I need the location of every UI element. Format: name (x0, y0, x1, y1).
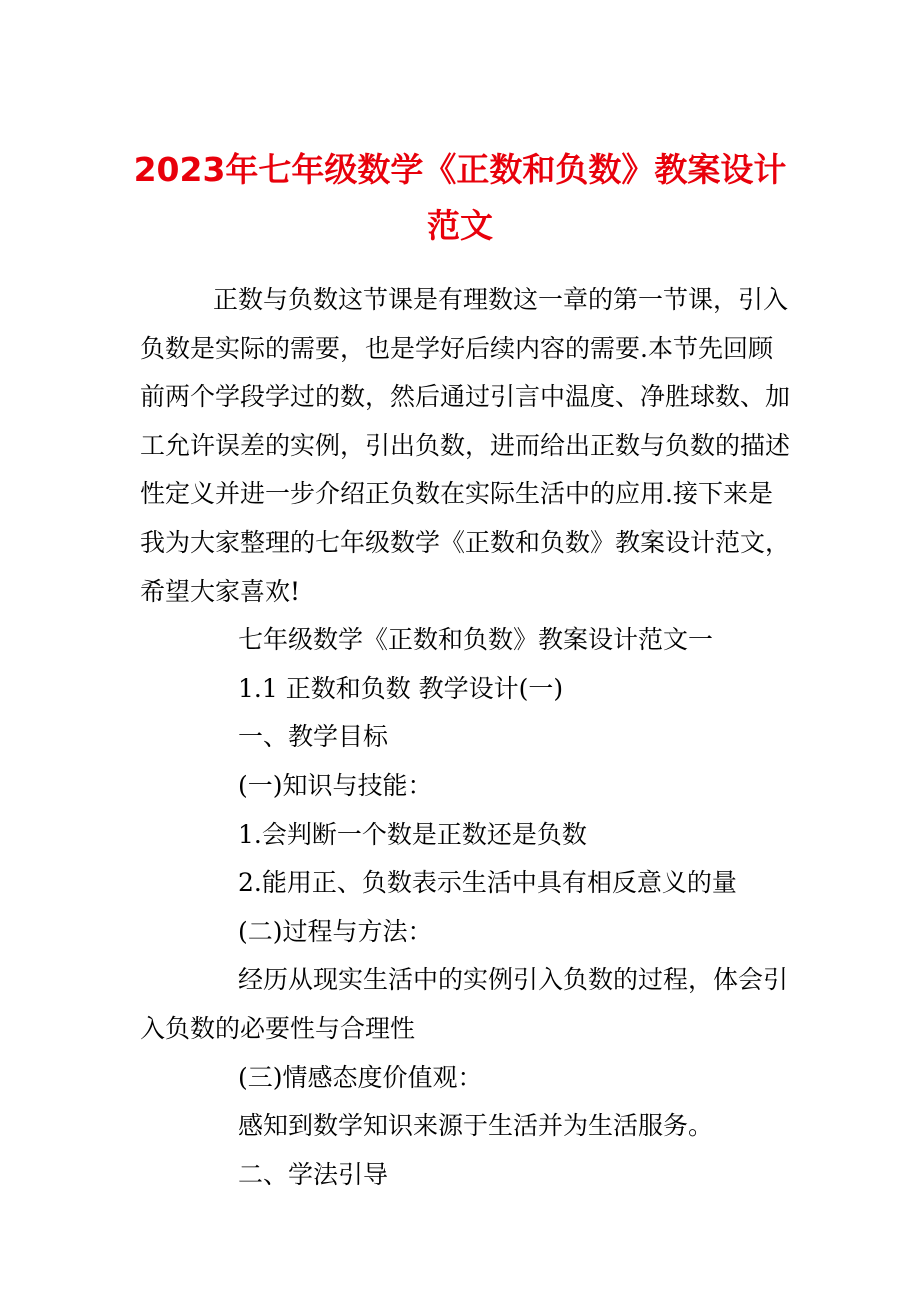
text-line: 我为大家整理的七年级数学《正数和负数》教案设计范文， (140, 527, 791, 557)
text-line: 正数与负数这节课是有理数这一章的第一节课，引入 (213, 285, 789, 314)
text-line: 二、学法引导 (238, 1159, 389, 1189)
text-line: 经历从现实生活中的实例引入负数的过程，体会引 (238, 965, 789, 995)
text-line: 希望大家喜欢! (140, 576, 301, 606)
text-line: (三)情感态度价值观： (238, 1062, 483, 1092)
text-line: 1.1 正数和负数 教学设计(一) (238, 673, 564, 703)
text-line: 入负数的必要性与合理性 (140, 1013, 416, 1043)
text-line: 负数是实际的需要，也是学好后续内容的需要.本节先回顾 (140, 333, 773, 363)
text-line: (二)过程与方法： (238, 916, 433, 946)
text-line: 工允许误差的实例，引出负数，进而给出正数与负数的描述 (140, 430, 791, 460)
text-line: 七年级数学《正数和负数》教案设计范文一 (238, 625, 714, 655)
document-title (0, 142, 920, 254)
text-line: 一、教学目标 (238, 722, 389, 752)
text-line: 感知到数学知识来源于生活并为生活服务。 (238, 1111, 714, 1141)
document-body (140, 276, 800, 1199)
text-line: 1.会判断一个数是正数还是负数 (238, 819, 587, 849)
title-line-1: 2023年七年级数学《正数和负数》教案设计 (133, 150, 787, 189)
text-line: (一)知识与技能： (238, 770, 433, 800)
title-line-2: 范文 (427, 206, 493, 245)
text-line: 2.能用正、负数表示生活中具有相反意义的量 (238, 868, 737, 898)
text-line: 前两个学段学过的数，然后通过引言中温度、净胜球数、加 (140, 382, 791, 412)
text-line: 性定义并进一步介绍正负数在实际生活中的应用.接下来是 (140, 479, 773, 509)
